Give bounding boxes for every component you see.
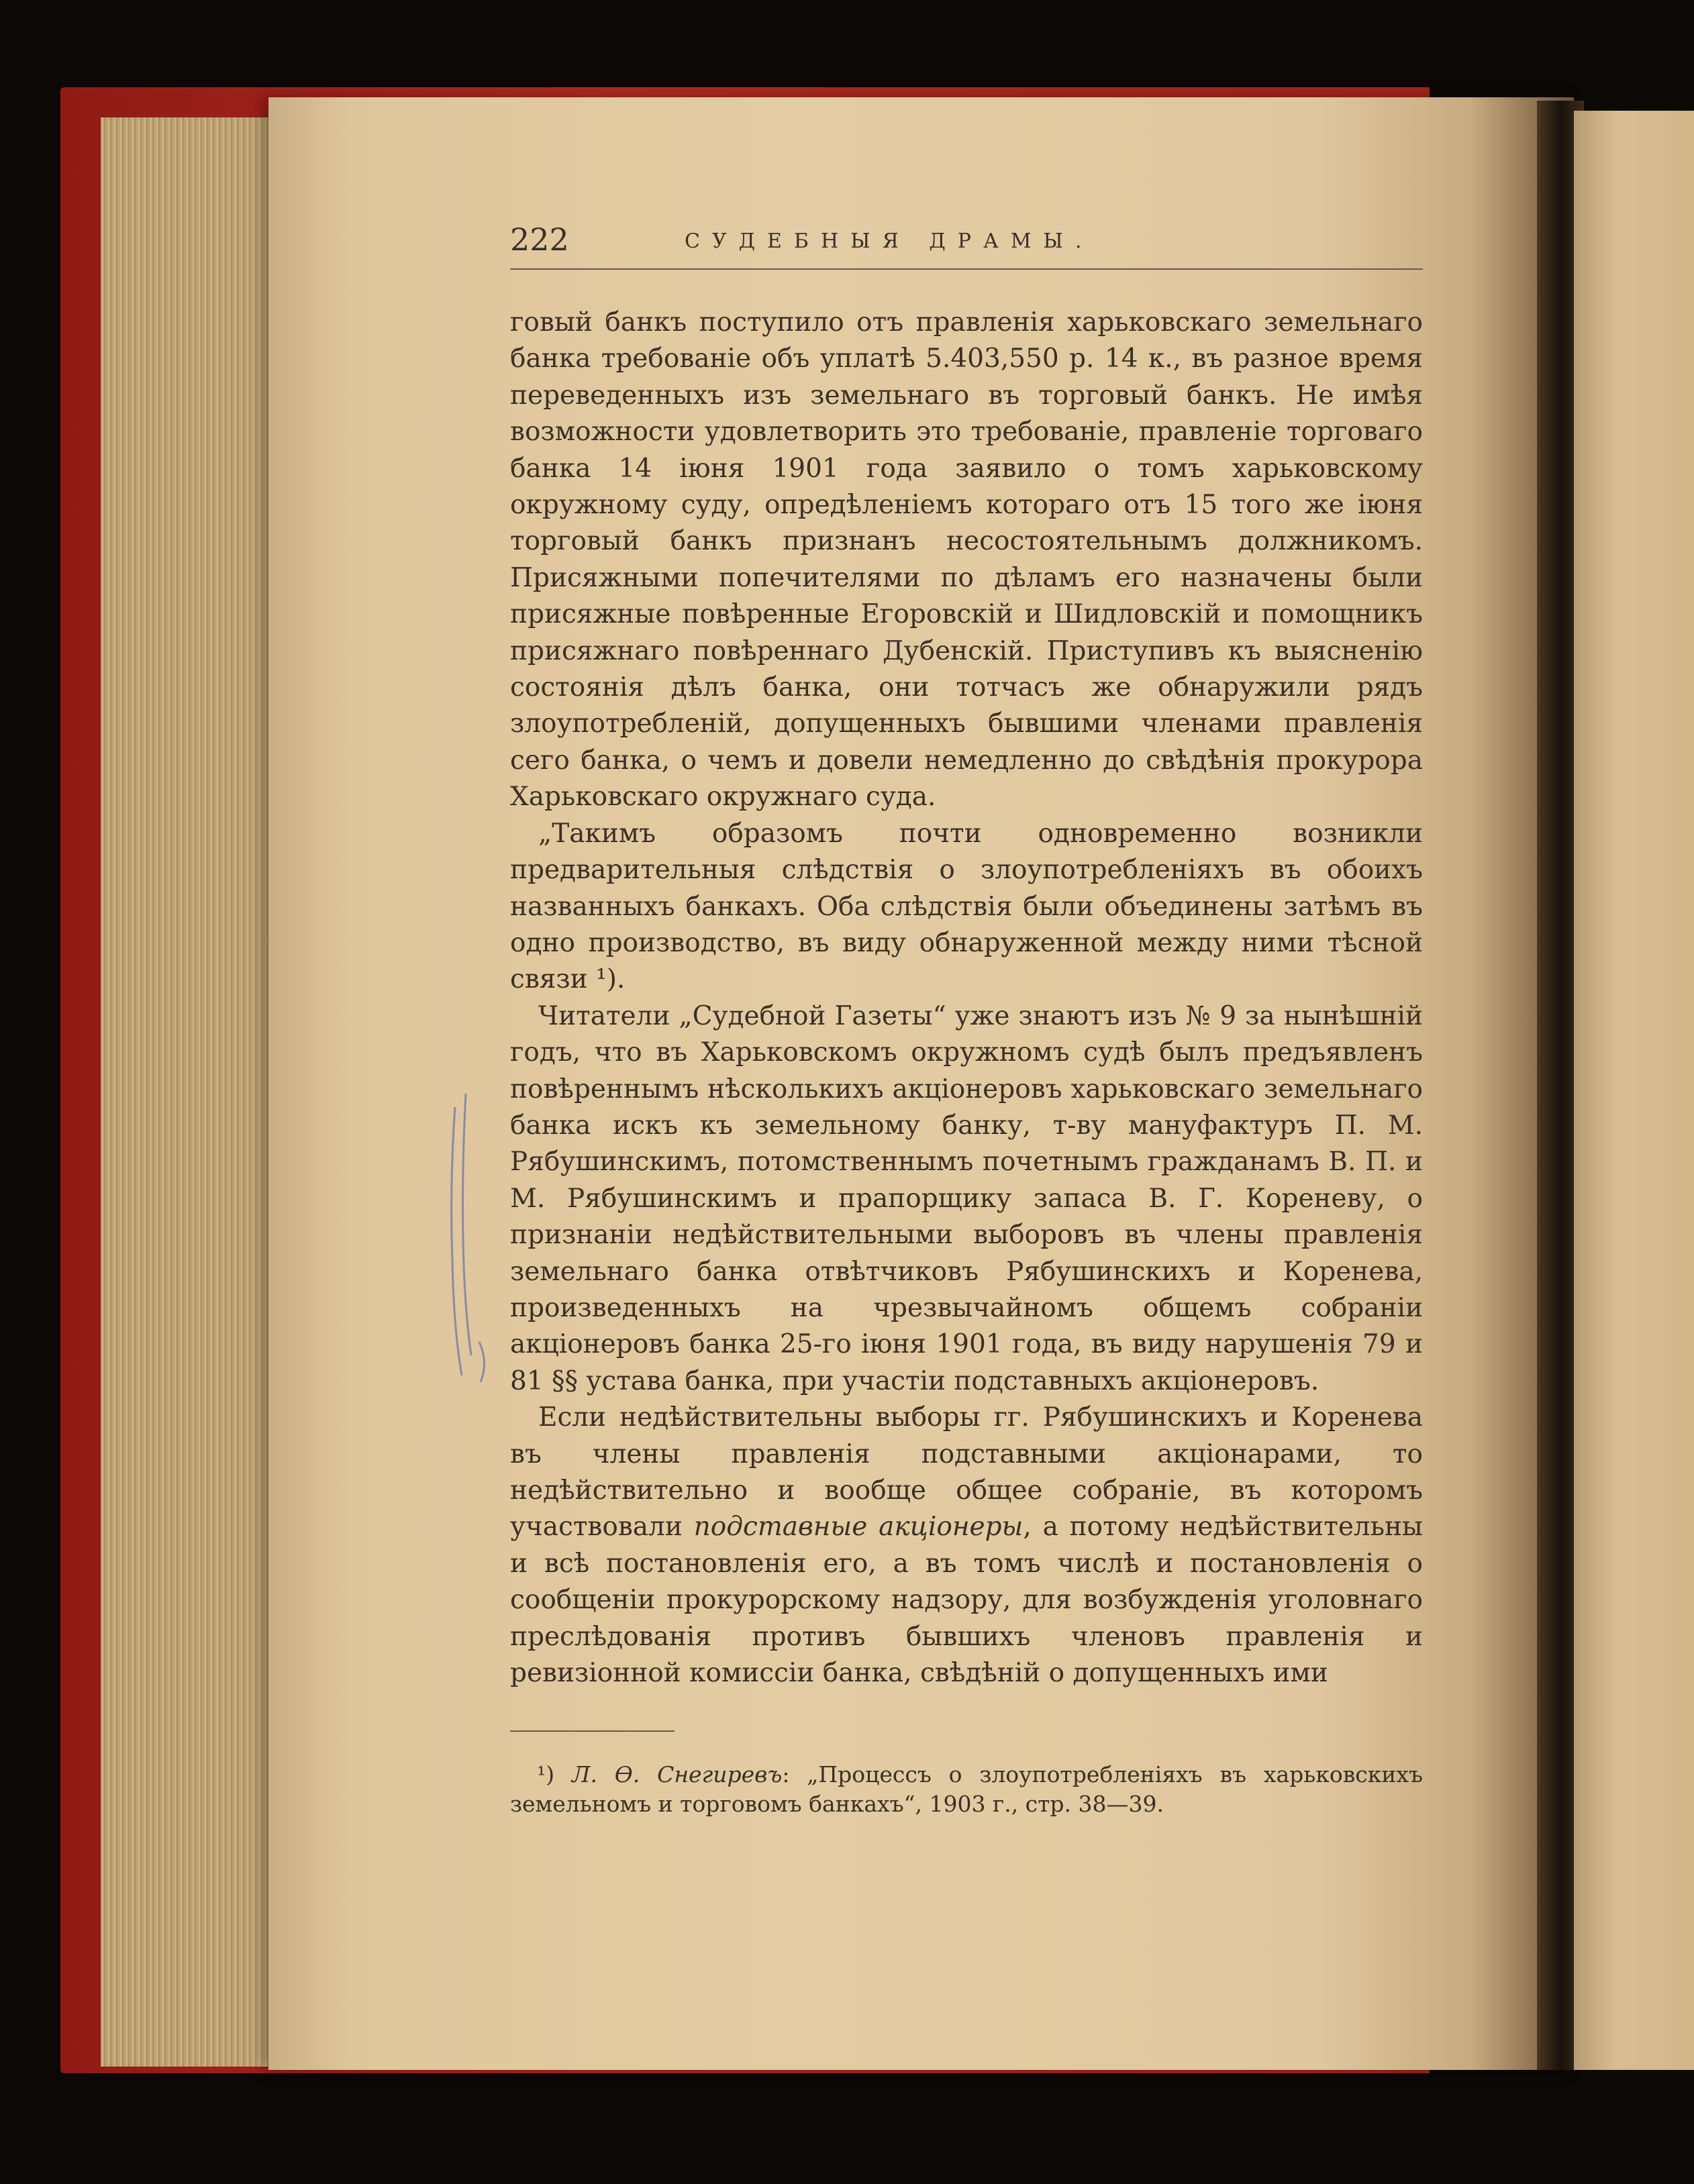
- page-edges: [101, 117, 295, 2067]
- footnote-rule: [510, 1730, 675, 1732]
- footnote-marker: ¹): [537, 1761, 572, 1788]
- paragraph: говый банкъ поступило отъ правленія харьковскаго земельнаго банка требованіе объ уплатѣ 5.403,550 р. 14 к., въ разное время переведенныхъ изъ земельнаго въ торговый банкъ. Не имѣя возможности удовлетворить это требованіе, правленіе торговаго банка 14 іюня 1901 года заявило о томъ харьковскому окружному суду, опредѣленіемъ котораго отъ 15 того же іюня торговый банкъ признанъ несостоятельнымъ должникомъ. Присяжными попечителями по дѣламъ его назначены были присяжные повѣренные Егоровскій и Шидловскій и помощникъ присяжнаго повѣреннаго Дубенскій. Приступивъ къ выясненію состоянія дѣлъ банка, они тотчасъ же обнаружили рядъ злоупотребленій, допущенныхъ бывшими членами правленія сего банка, о чемъ и довели немедленно до свѣдѣнія прокурора Харьковскаго окружнаго суда.: [510, 307, 1423, 813]
- pencil-margin-marks: [423, 1087, 503, 1396]
- paragraph: [510, 1400, 1423, 1692]
- paragraph-text: , а потому недѣйствительны и всѣ постановленія его, а въ томъ числѣ и постановленія о сообщеніи прокурорскому надзору, для возбужденія уголовнаго преслѣдованія противъ бывшихъ членовъ правленія и ревизіонной комиссіи банка, свѣдѣній о допущенныхъ ими: [510, 1512, 1423, 1689]
- paragraph-text: Если недѣйствительны выборы гг. Рябушинскихъ и Коренева въ члены правленія подставными акціонарами, то недѣйствительно и вообще общее собраніе, въ которомъ участвовали: [510, 1402, 1423, 1543]
- running-head-title: СУДЕБНЫЯ ДРАМЫ.: [685, 229, 1094, 253]
- paragraph: „Такимъ образомъ почти одновременно возникли предварительныя слѣдствія о злоупотребленіяхъ въ обоихъ названныхъ банкахъ. Оба слѣдствія были объединены затѣмъ въ одно производство, въ виду обнаруженной между ними тѣсной связи ¹).: [510, 818, 1423, 995]
- footnote-text: : „Процессъ о злоупотребленіяхъ въ харьковскихъ земельномъ и торговомъ банкахъ“, 1903 г., стр. 38—39.: [510, 1761, 1424, 1818]
- facing-page-edge: [1574, 111, 1694, 2070]
- paragraph: Читатели „Судебной Газеты“ уже знаютъ изъ № 9 за нынѣшній годъ, что въ Харьковскомъ окружномъ судѣ былъ предъявленъ повѣреннымъ нѣсколькихъ акціонеровъ харьковскаго земельнаго банка искъ къ земельному банку, т-ву мануфактуръ П. М. Рябушинскимъ, потомственнымъ почетнымъ гражданамъ В. П. и М. Рябушинскимъ и прапорщику запаса В. Г. Кореневу, о признаніи недѣйствительными выборовъ въ члены правленія земельнаго банка отвѣтчиковъ Рябушинскихъ и Коренева, произведенныхъ на чрезвычайномъ общемъ собраніи акціонеровъ банка 25-го іюня 1901 года, въ виду нарушенія 79 и 81 §§ устава банка, при участіи подставныхъ акціонеровъ.: [510, 1000, 1423, 1396]
- page-text: [510, 215, 1423, 1819]
- running-head: [510, 215, 1423, 270]
- body-text: [510, 305, 1423, 1692]
- footnote: [510, 1760, 1423, 1819]
- emphasis-text: подставные акціонеры: [693, 1512, 1024, 1543]
- page-number: 222: [510, 221, 569, 258]
- footnote-author: Л. Ѳ. Снегиревъ: [571, 1761, 783, 1788]
